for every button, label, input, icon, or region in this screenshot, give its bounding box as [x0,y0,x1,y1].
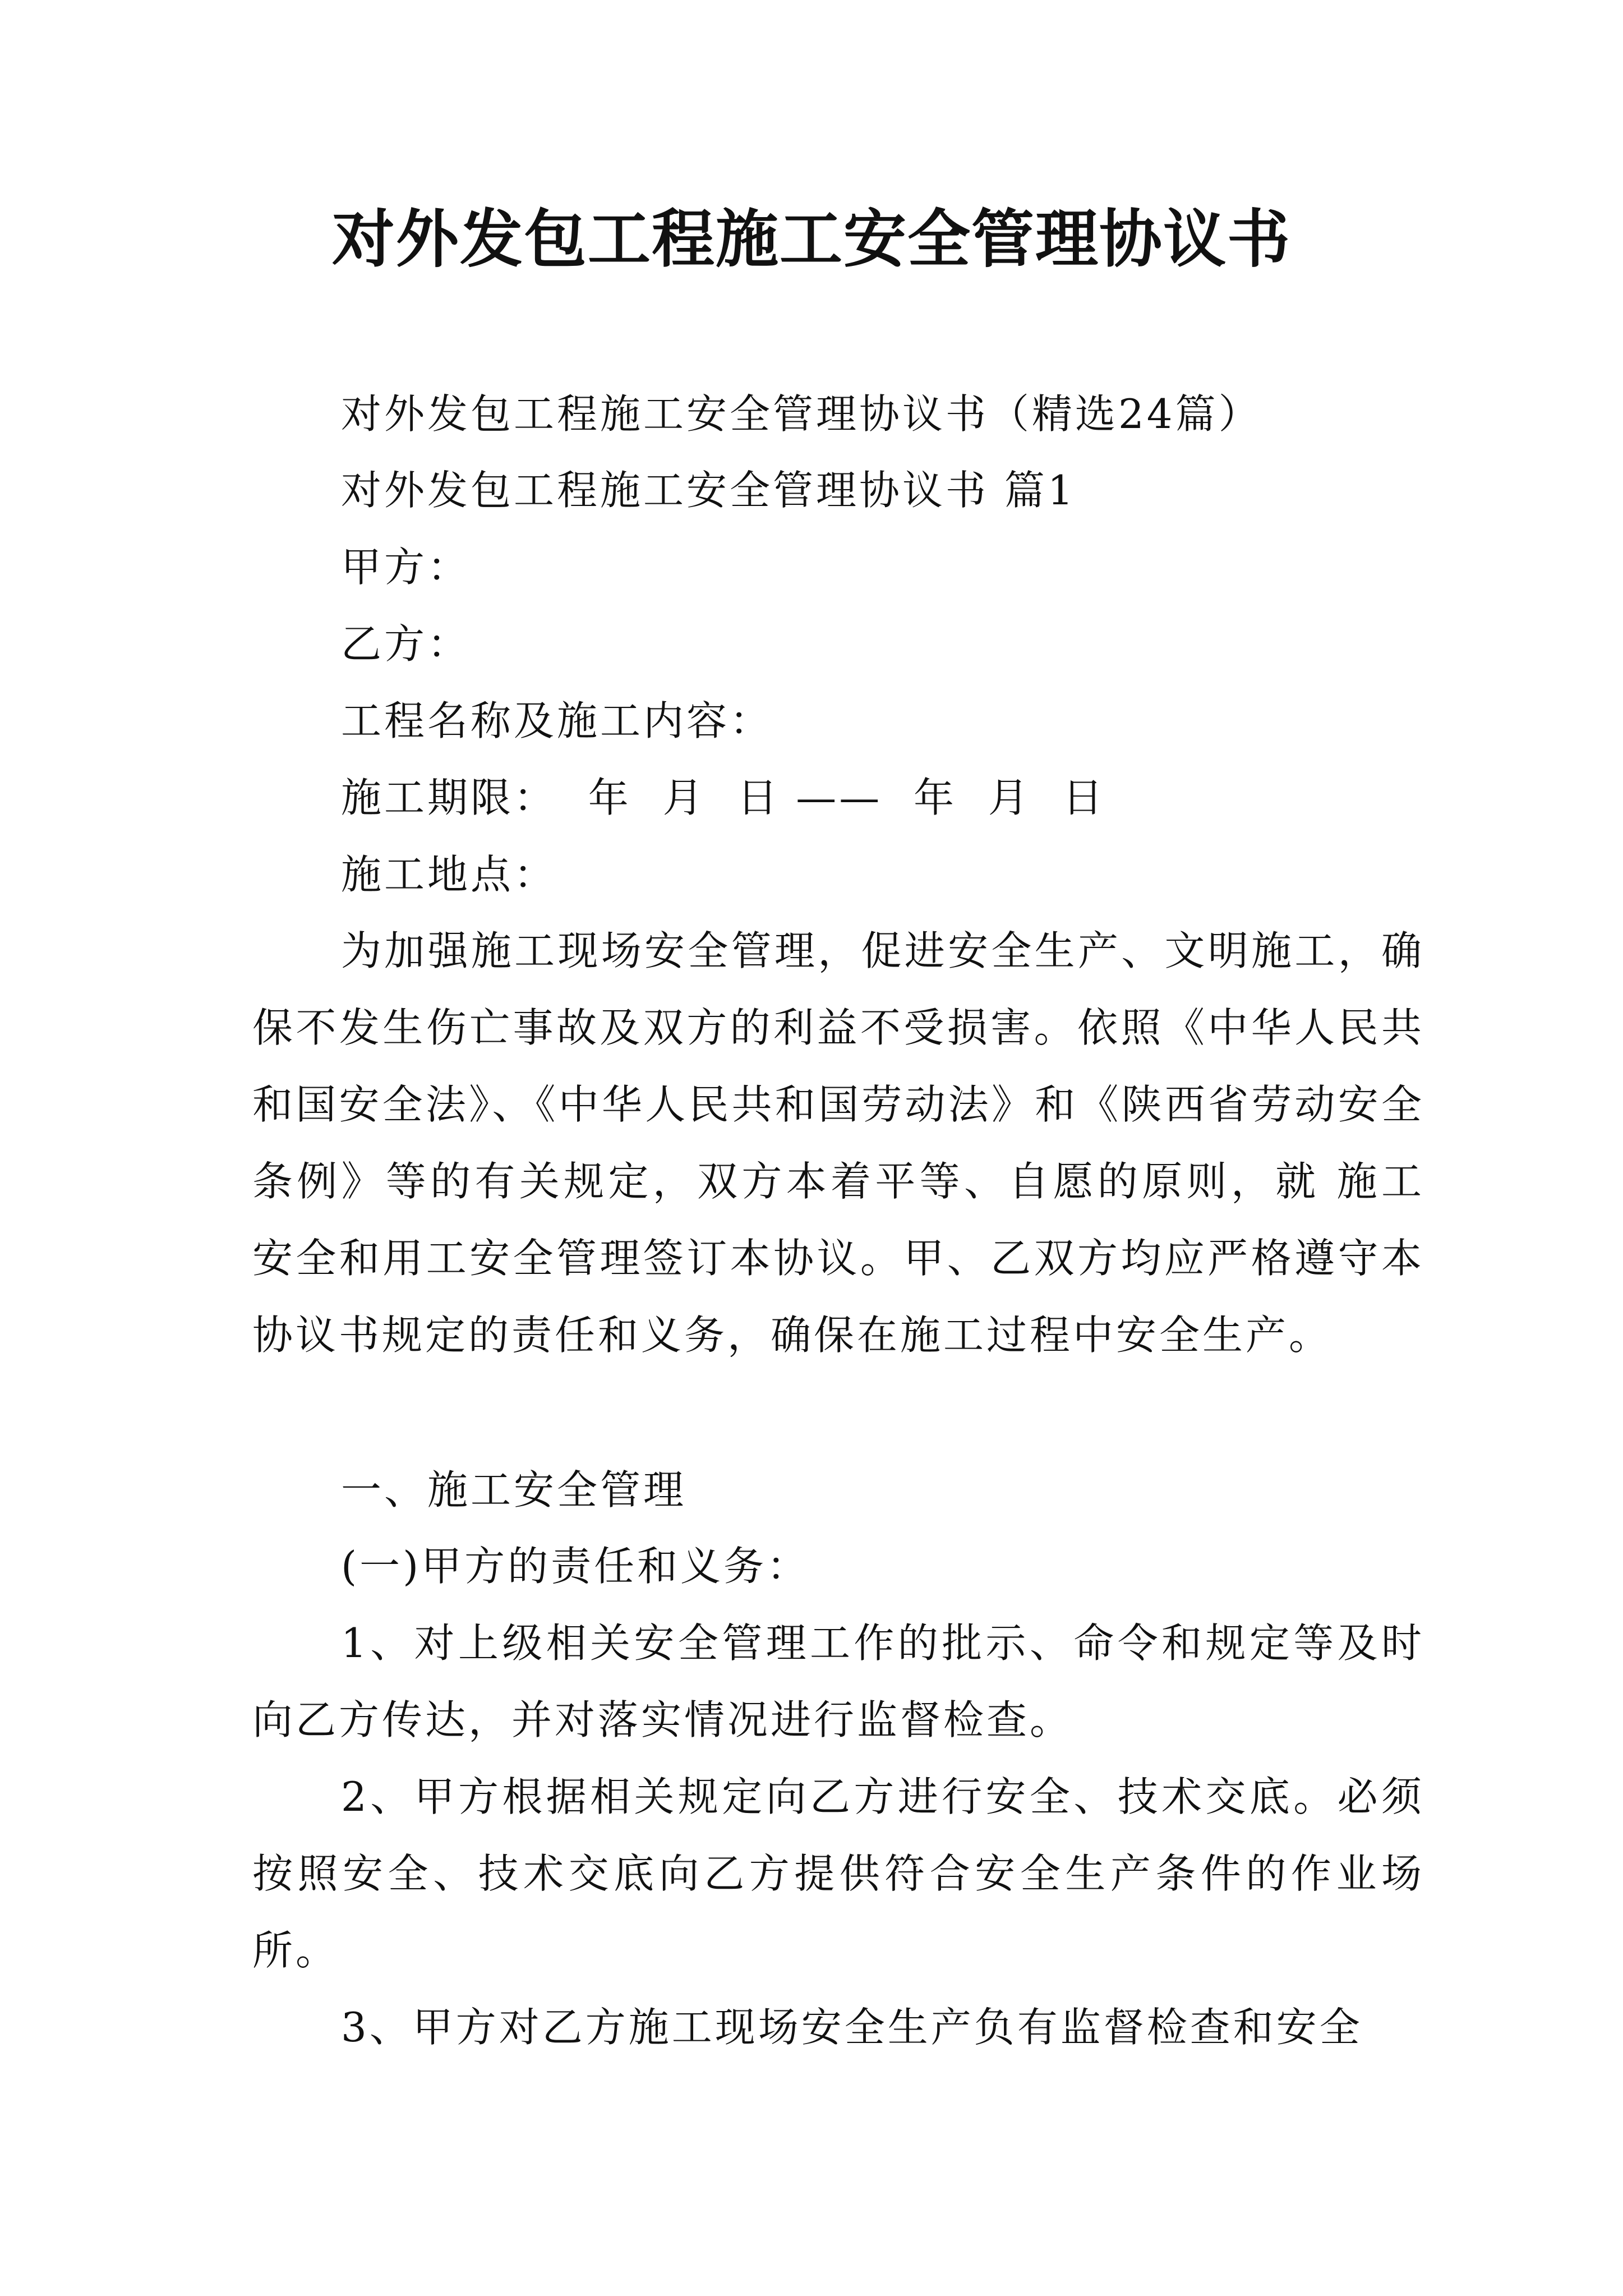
heading-construction-safety: 一、施工安全管理 [341,1466,687,1513]
list-item: 1、对上级相关安全管理工作的批示、命令和规定等及时向乙方传达，并对落实情况进行监督检查。 [252,1619,1424,1743]
party-b-field: 乙方： [341,620,471,668]
section-heading: 对外发包工程施工安全管理协议书 篇1 [341,467,1076,514]
project-name-field: 工程名称及施工内容： [341,697,773,744]
list-item: 2、甲方根据相关规定向乙方进行安全、技术交底。必须按照安全、技术交底向乙方提供符合安全生产条件的作业场所。 [252,1773,1424,1974]
document-title: 对外发包工程施工安全管理协议书 [332,203,1291,276]
document-subtitle: 对外发包工程施工安全管理协议书（精选24篇） [341,390,1262,438]
heading-party-a-duties: (一)甲方的责任和义务： [341,1543,810,1590]
list-item: 3、甲方对乙方施工现场安全生产负有监督检查和安全 [341,2004,1363,2051]
intro-paragraph: 为加强施工现场安全管理，促进安全生产、文明施工，确保不发生伤亡事故及双方的利益不受损害。依照《中华人民共和国安全法》、《中华人民共和国劳动法》和《陕西省劳动安全条例》等的有关规定，双方本着平等、自愿的原则，就 施工安全和用工安全管理签订本协议。甲、乙双方均应严格遵守本协议书规定的责任和义务，确保在施工过程中安全生产。 [252,927,1424,1359]
construction-location-field: 施工地点： [341,851,557,898]
construction-period-field: 施工期限： 年 月 日 —— 年 月 日 [341,774,1106,821]
party-a-field: 甲方： [341,544,471,591]
